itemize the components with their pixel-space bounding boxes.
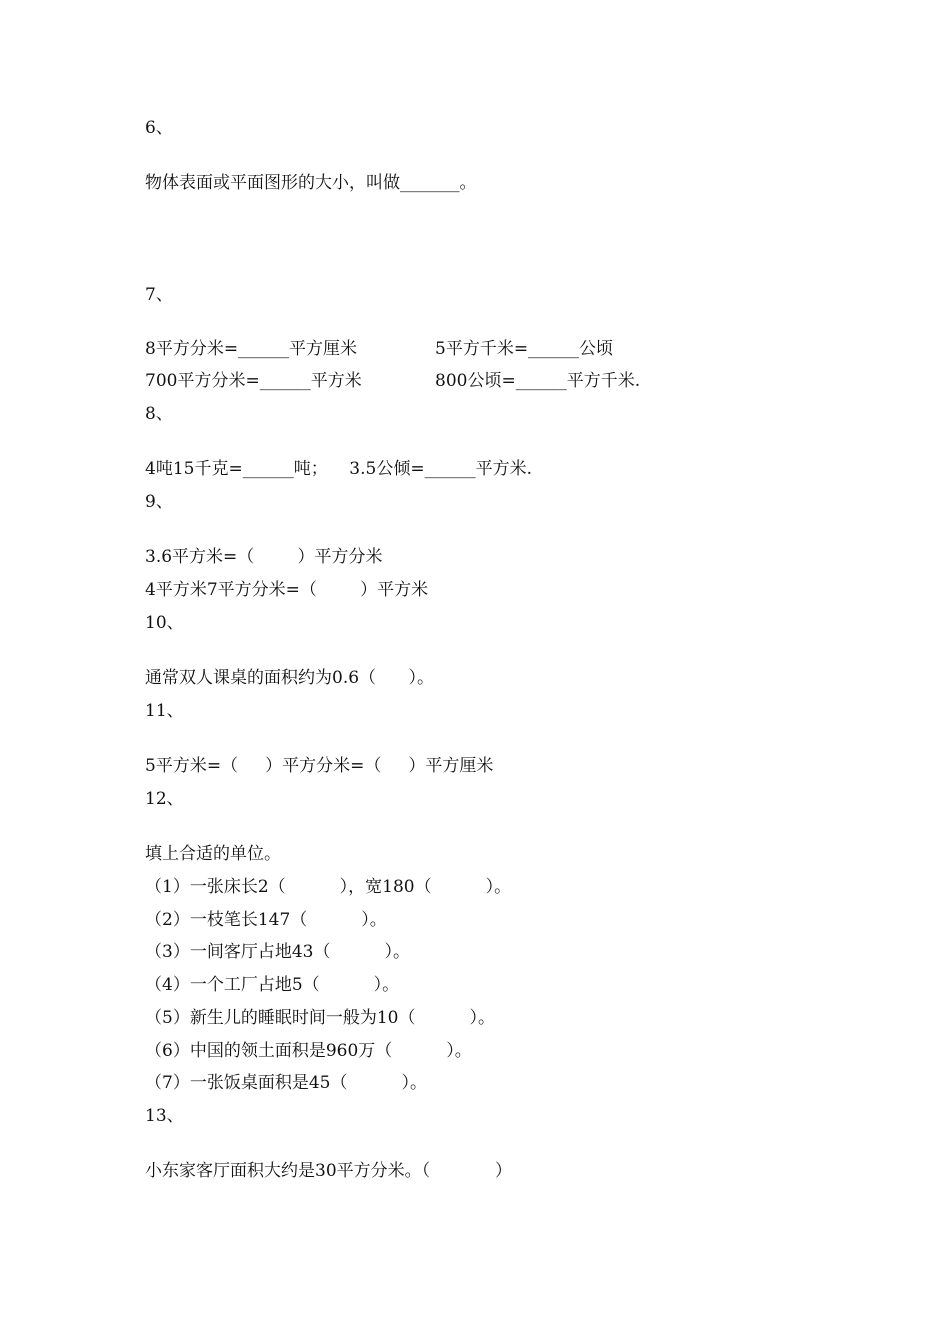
q12-number: 12、 [145, 789, 184, 809]
q13-text: 小东家客厅面积大约是30平方分米。（ ） [145, 1161, 512, 1181]
q12-item-6: （6）中国的领土面积是960万（ ）。 [145, 1041, 472, 1061]
q8-number: 8、 [145, 404, 173, 424]
q8-text: 4吨15千克=______吨； 3.5公倾=______平方米. [145, 459, 532, 479]
q7-line-1-left: 8平方分米=______平方厘米 [145, 339, 358, 359]
q11-text: 5平方米=（ ）平方分米=（ ）平方厘米 [145, 756, 494, 776]
q10-text: 通常双人课桌的面积约为0.6（ ）。 [145, 668, 434, 688]
q9-line-2: 4平方米7平方分米=（ ）平方米 [145, 580, 429, 600]
q7-line-1-right: 5平方千米=______公顷 [435, 339, 614, 359]
q10-number: 10、 [145, 613, 184, 633]
q6-number: 6、 [145, 118, 173, 138]
q12-item-2: （2）一枝笔长147（ ）。 [145, 910, 387, 930]
q9-number: 9、 [145, 492, 173, 512]
q12-item-5: （5）新生儿的睡眠时间一般为10（ ）。 [145, 1008, 495, 1028]
q12-item-7: （7）一张饭桌面积是45（ ）。 [145, 1073, 427, 1093]
q7-line-2-right: 800公顷=______平方千米. [435, 371, 641, 391]
q7-number: 7、 [145, 285, 173, 305]
q12-item-4: （4）一个工厂占地5（ ）。 [145, 975, 400, 995]
q7-line-2-left: 700平方分米=______平方米 [145, 371, 362, 391]
q12-item-1: （1）一张床长2（ ），宽180（ ）。 [145, 877, 512, 897]
q11-number: 11、 [145, 701, 184, 721]
q12-title: 填上合适的单位。 [145, 844, 281, 864]
q12-item-3: （3）一间客厅占地43（ ）。 [145, 942, 410, 962]
q9-line-1: 3.6平方米=（ ）平方分米 [145, 547, 383, 567]
q13-number: 13、 [145, 1106, 184, 1126]
q6-text: 物体表面或平面图形的大小，叫做_______。 [145, 173, 477, 193]
